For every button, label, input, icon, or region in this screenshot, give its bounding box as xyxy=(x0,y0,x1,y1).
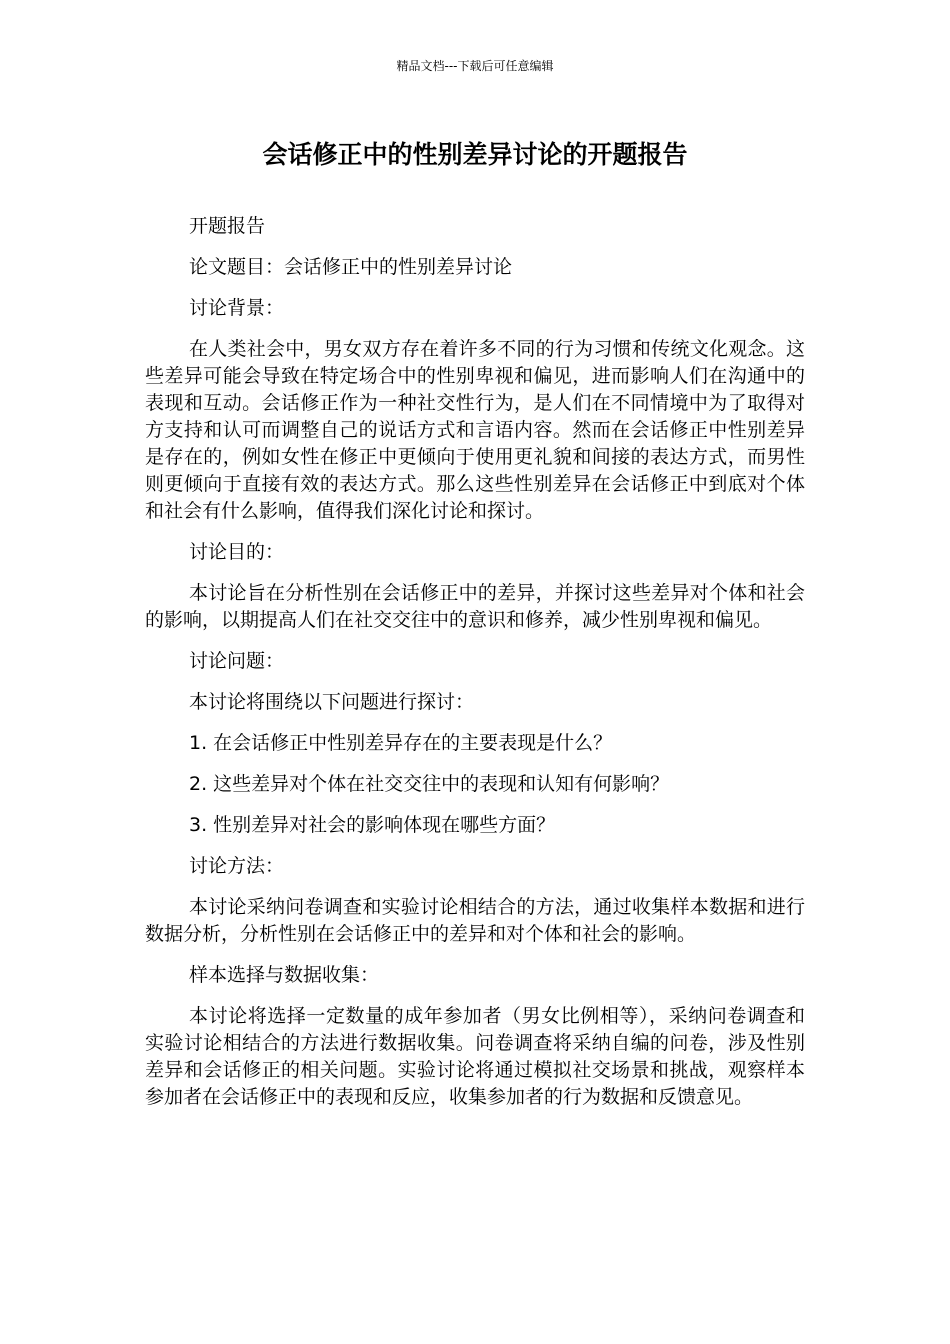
question-item-3: 3. 性别差异对社会的影响体现在哪些方面？ xyxy=(189,814,556,836)
section-label-report: 开题报告 xyxy=(189,215,266,237)
question-item-2: 2. 这些差异对个体在社交交往中的表现和认知有何影响？ xyxy=(189,773,670,795)
question-item-1: 1. 在会话修正中性别差异存在的主要表现是什么？ xyxy=(189,732,613,754)
page-header: 精品文档---下载后可任意编辑 xyxy=(396,59,554,73)
section-heading-methods: 讨论方法： xyxy=(189,855,285,877)
section-heading-sampling: 样本选择与数据收集： xyxy=(189,964,380,986)
document-body xyxy=(145,213,805,1125)
thesis-title-line: 论文题目：会话修正中的性别差异讨论 xyxy=(189,256,513,278)
questions-intro: 本讨论将围绕以下问题进行探讨： xyxy=(189,691,475,713)
purpose-paragraph: 本讨论旨在分析性别在会话修正中的差异，并探讨这些差异对个体和社会的影响，以期提高人们在社交交往中的意识和修养，减少性别卑视和偏见。 xyxy=(145,582,805,631)
background-paragraph: 在人类社会中，男女双方存在着许多不同的行为习惯和传统文化观念。这些差异可能会导致在特定场合中的性别卑视和偏见，进而影响人们在沟通中的表现和互动。会话修正作为一种社交性行为，是人们在不同情境中为了取得对方支持和认可而调整自己的说话方式和言语内容。然而在会话修正中性别差异是存在的，例如女性在修正中更倾向于使用更礼貌和间接的表达方式，而男性则更倾向于直接有效的表达方式。那么这些性别差异在会话修正中到底对个体和社会有什么影响，值得我们深化讨论和探讨。 xyxy=(145,338,805,522)
section-heading-background: 讨论背景： xyxy=(189,297,285,319)
section-heading-purpose: 讨论目的： xyxy=(189,541,285,563)
sampling-paragraph: 本讨论将选择一定数量的成年参加者（男女比例相等），采纳问卷调查和实验讨论相结合的方法进行数据收集。问卷调查将采纳自编的问卷，涉及性别差异和会话修正的相关问题。实验讨论将通过模拟社交场景和挑战，观察样本参加者在会话修正中的表现和反应，收集参加者的行为数据和反馈意见。 xyxy=(145,1005,805,1108)
document-title: 会话修正中的性别差异讨论的开题报告 xyxy=(262,140,688,169)
section-heading-questions: 讨论问题： xyxy=(189,650,285,672)
methods-paragraph: 本讨论采纳问卷调查和实验讨论相结合的方法，通过收集样本数据和进行数据分析，分析性别在会话修正中的差异和对个体和社会的影响。 xyxy=(145,896,805,945)
